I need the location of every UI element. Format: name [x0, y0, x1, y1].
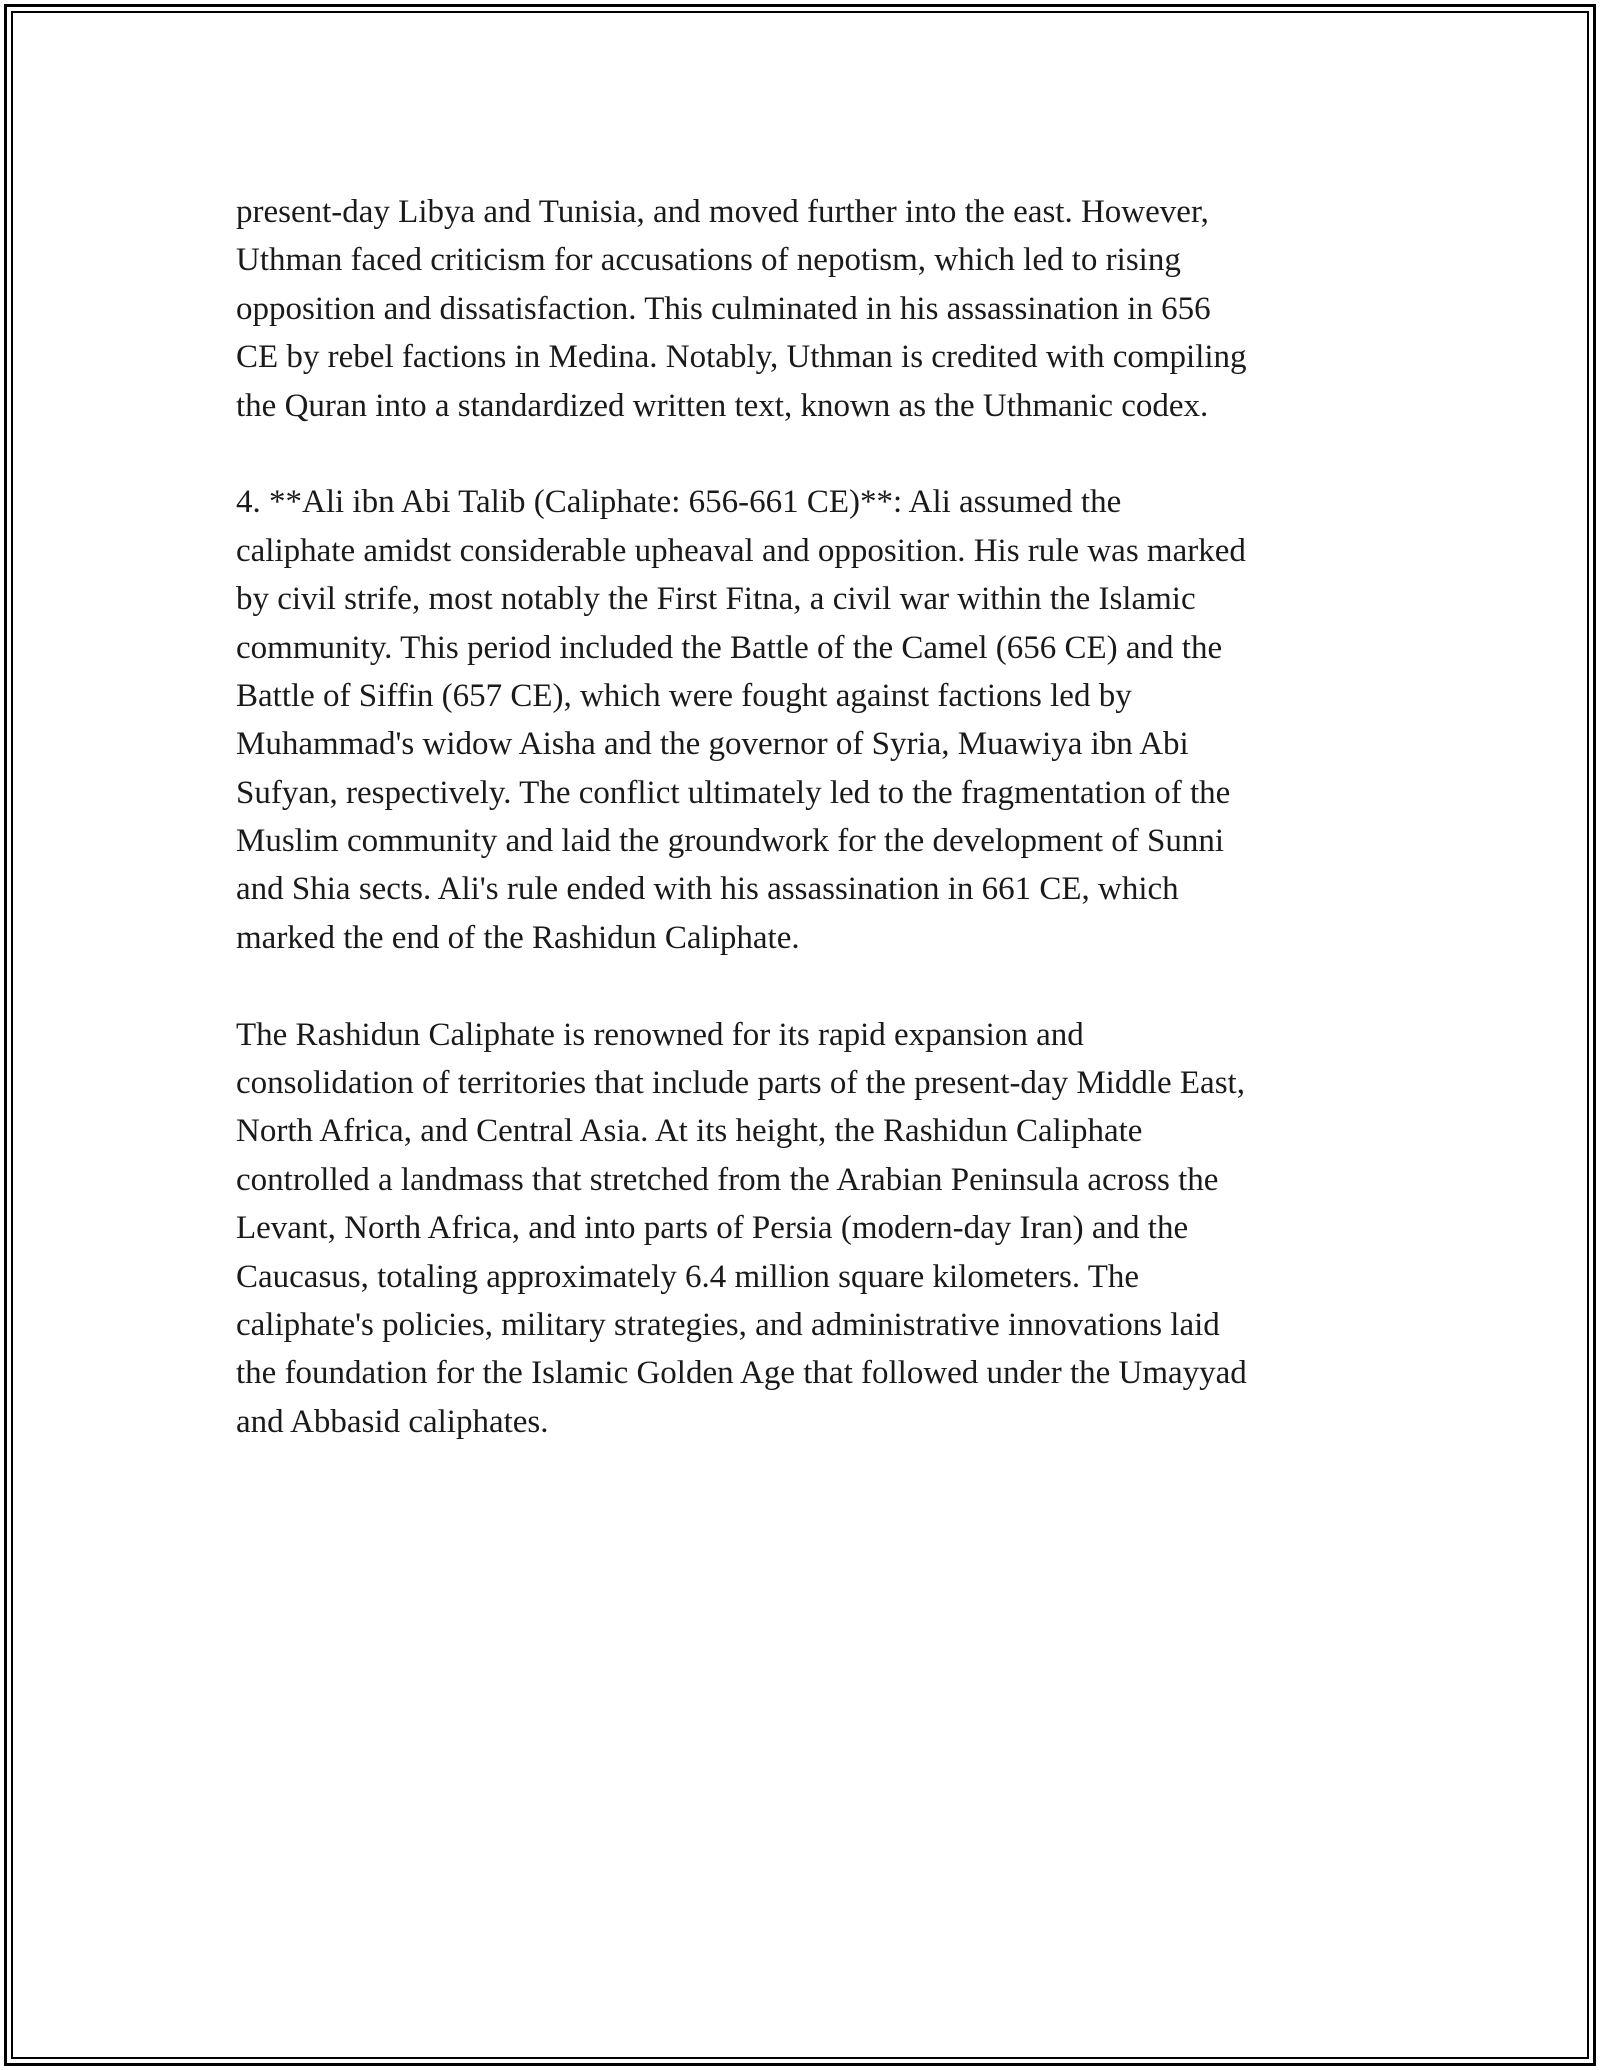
text-line: the foundation for the Islamic Golden Age that followed under the Umayyad: [236, 1355, 1247, 1392]
text-line: caliphate amidst considerable upheaval and opposition. His rule was marked: [236, 532, 1246, 569]
text-line: community. This period included the Battle of the Camel (656 CE) and the: [236, 629, 1223, 666]
paragraph-uthman-continuation: [236, 188, 1386, 430]
text-line: present-day Libya and Tunisia, and moved further into the east. However,: [236, 194, 1209, 230]
text-line: North Africa, and Central Asia. At its height, the Rashidun Caliphate: [236, 1113, 1143, 1150]
text-line: by civil strife, most notably the First Fitna, a civil war within the Islamic: [236, 581, 1196, 618]
text-line: Battle of Siffin (657 CE), which were fought against factions led by: [236, 677, 1132, 714]
text-line: controlled a landmass that stretched from the Arabian Peninsula across the: [236, 1161, 1219, 1198]
text-line: Caucasus, totaling approximately 6.4 million square kilometers. The: [236, 1258, 1140, 1295]
paragraph-spacer: [236, 430, 1386, 478]
text-line: caliphate's policies, military strategies, and administrative innovations laid: [236, 1306, 1220, 1343]
text-line: Uthman faced criticism for accusations of nepotism, which led to rising: [236, 242, 1181, 279]
text-line: marked the end of the Rashidun Caliphate.: [236, 919, 800, 956]
text-line: Sufyan, respectively. The conflict ultimately led to the fragmentation of the: [236, 774, 1231, 811]
text-line: Muslim community and laid the groundwork for the development of Sunni: [236, 823, 1225, 860]
text-line: and Shia sects. Ali's rule ended with his assassination in 661 CE, which: [236, 871, 1179, 908]
text-line: the Quran into a standardized written text, known as the Uthmanic codex.: [236, 387, 1209, 424]
text-line: Muhammad's widow Aisha and the governor of Syria, Muawiya ibn Abi: [236, 726, 1189, 763]
text-line: The Rashidun Caliphate is renowned for its rapid expansion and: [236, 1016, 1084, 1053]
text-line: 4. **Ali ibn Abi Talib (Caliphate: 656-661 CE)**: Ali assumed the: [236, 484, 1122, 521]
text-line: CE by rebel factions in Medina. Notably, Uthman is credited with compiling: [236, 339, 1247, 376]
paragraph-spacer: [236, 962, 1386, 1010]
paragraph-rashidun-summary: [236, 1011, 1386, 1447]
text-line: Levant, North Africa, and into parts of Persia (modern-day Iran) and the: [236, 1210, 1189, 1247]
paragraph-ali-ibn-abi-talib: [236, 478, 1386, 962]
text-line: opposition and dissatisfaction. This culminated in his assassination in 656: [236, 290, 1211, 327]
text-line: consolidation of territories that include parts of the present-day Middle East,: [236, 1065, 1245, 1102]
document-body: [236, 188, 1386, 1446]
text-line: and Abbasid caliphates.: [236, 1403, 549, 1440]
